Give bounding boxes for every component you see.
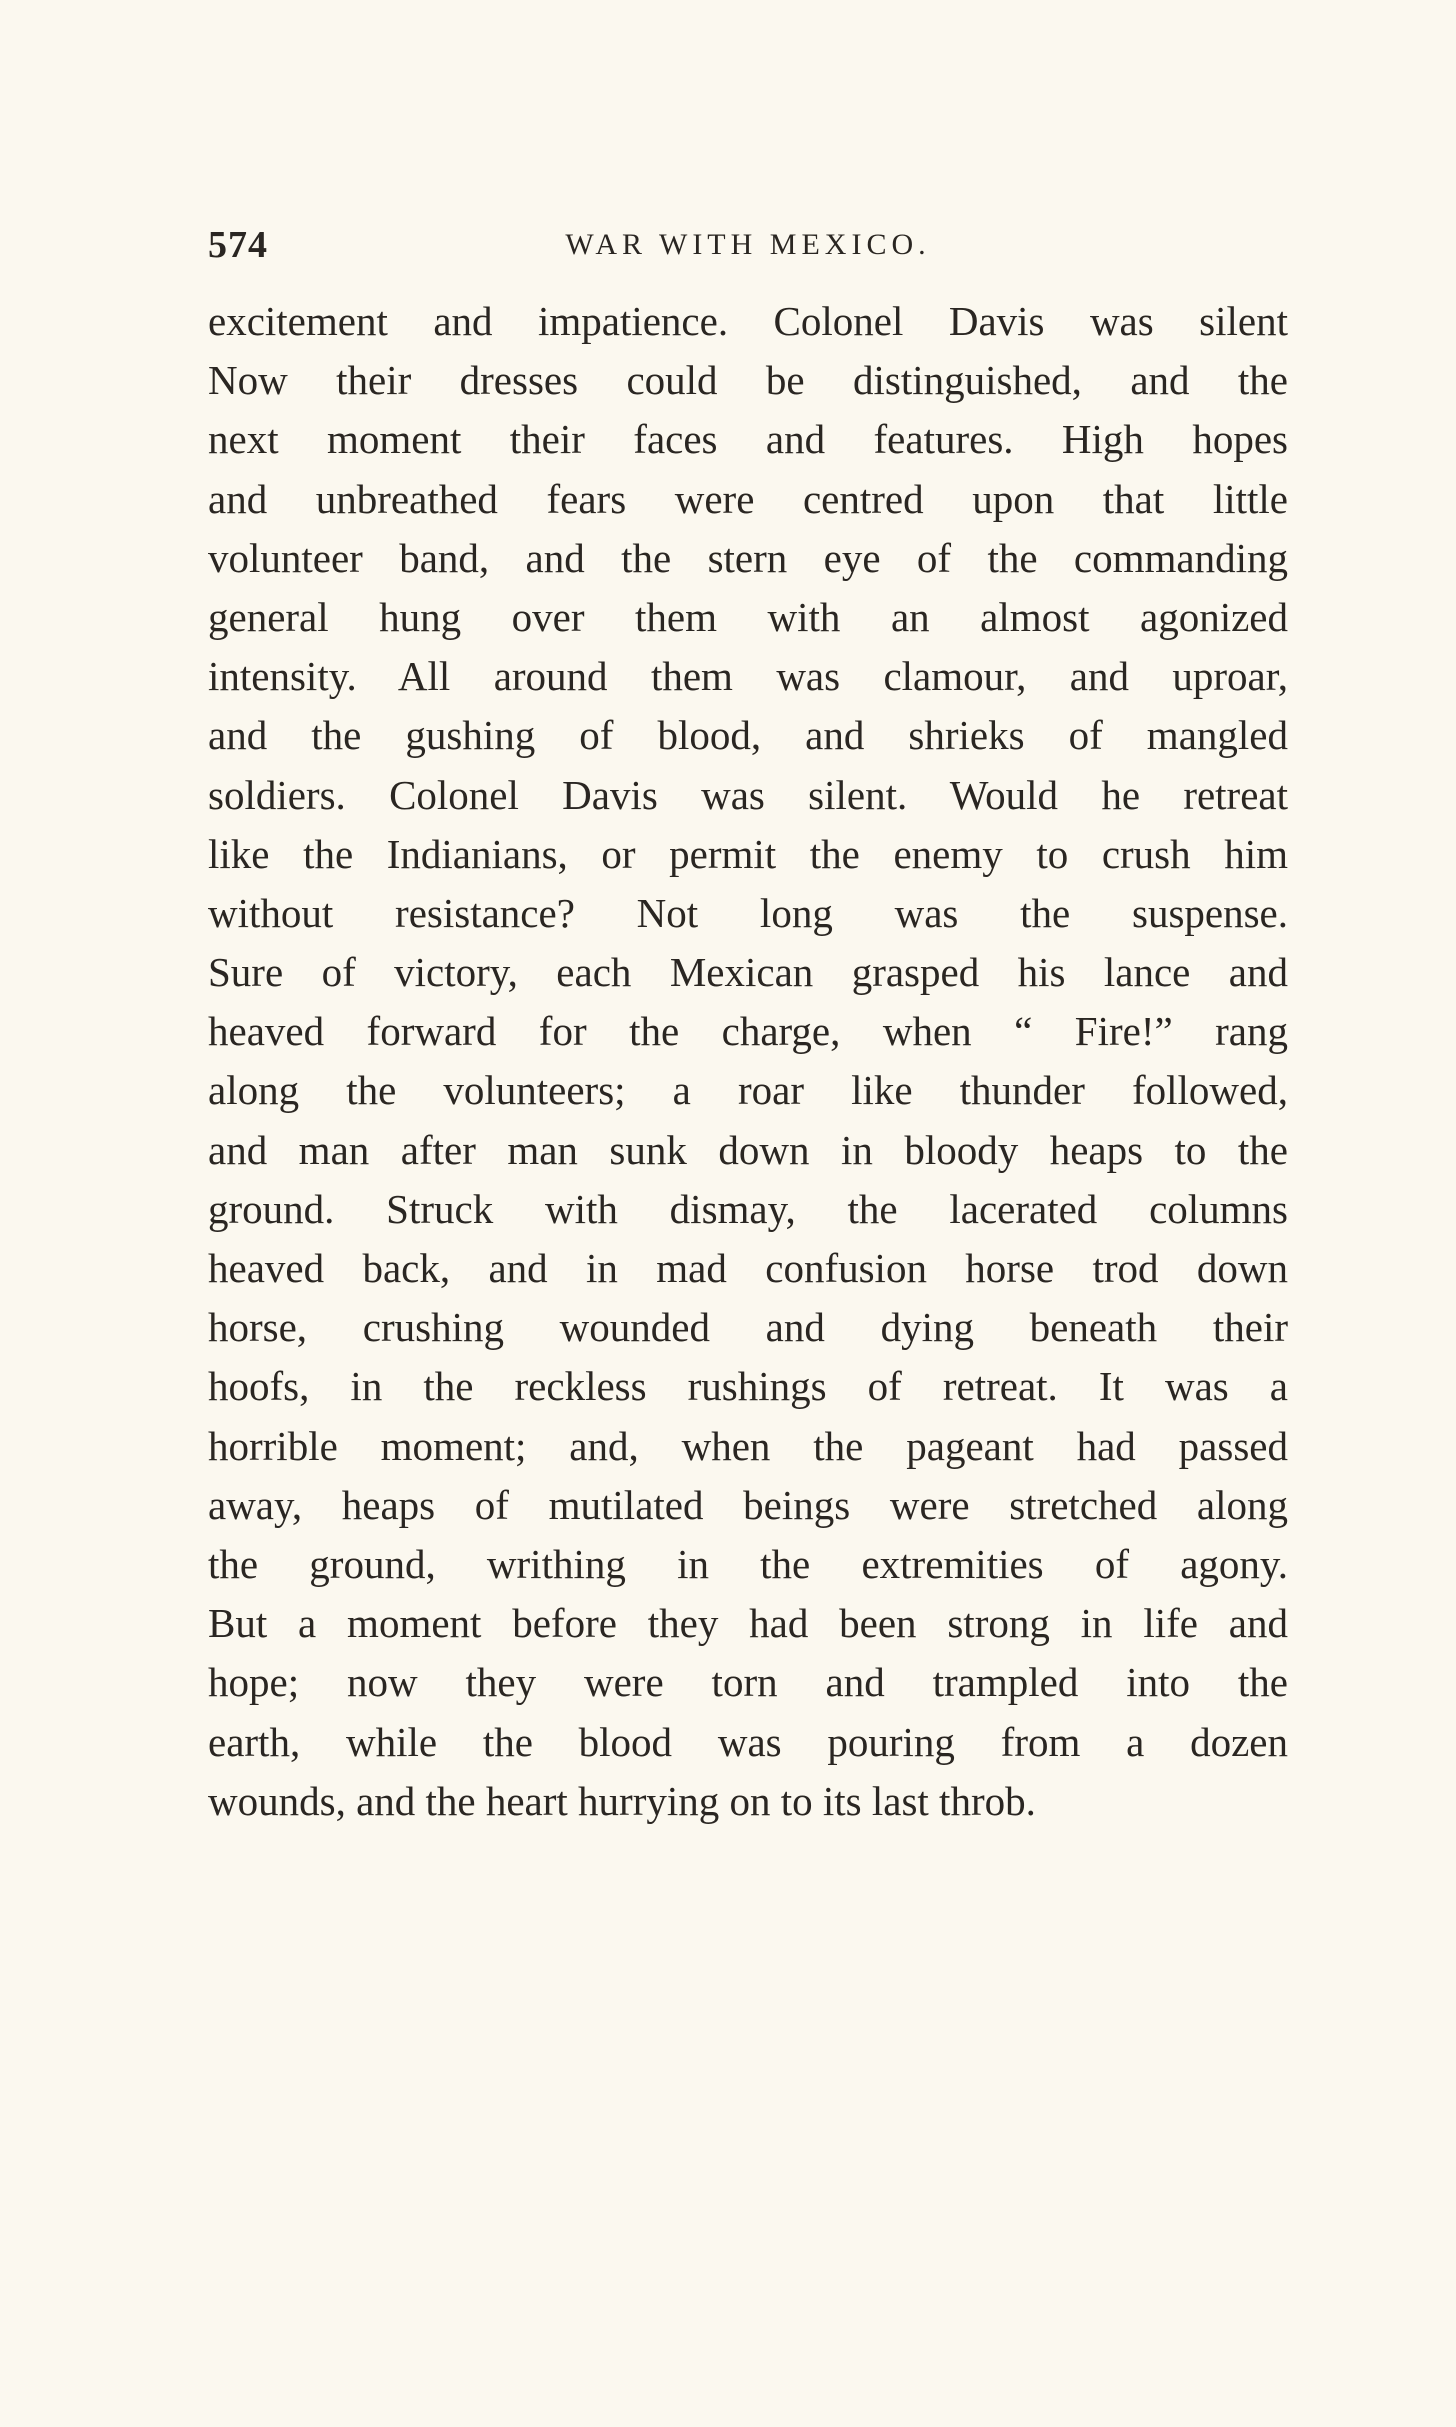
text-line: and unbreathed fears were centred upon that little [208, 475, 1288, 522]
text-line: excitement and impatience. Colonel Davis was silent [208, 298, 1288, 344]
text-line: general hung over them with an almost agonized [208, 593, 1288, 640]
text-line: volunteer band, and the stern eye of the commanding [208, 534, 1288, 581]
text-line: But a moment before they had been strong in life and [208, 1600, 1288, 1647]
text-line: like the Indianians, or permit the enemy to crush him [208, 830, 1288, 877]
body-text [208, 292, 1288, 1831]
text-line: and man after man sunk down in bloody heaps to the [208, 1126, 1288, 1173]
page-header [208, 218, 1288, 272]
text-line: the ground, writhing in the extremities of agony. [208, 1540, 1288, 1587]
text-line: wounds, and the heart hurrying on to its last throb. [208, 1777, 1036, 1824]
text-line: heaved back, and in mad confusion horse trod down [208, 1245, 1288, 1291]
text-line: and the gushing of blood, and shrieks of mangled [208, 712, 1288, 759]
text-line: horse, crushing wounded and dying beneath their [208, 1304, 1288, 1351]
text-line: Now their dresses could be distinguished, and the [208, 357, 1288, 404]
text-line: hoofs, in the reckless rushings of retreat. It was a [208, 1363, 1288, 1410]
page-number: 574 [208, 224, 268, 266]
text-line: along the volunteers; a roar like thunder followed, [208, 1067, 1288, 1114]
text-line: intensity. All around them was clamour, and uproar, [208, 653, 1288, 700]
text-line: heaved forward for the charge, when “ Fire!” rang [208, 1008, 1288, 1055]
text-line: ground. Struck with dismay, the lacerated columns [208, 1185, 1288, 1232]
text-line: hope; now they were torn and trampled into the [208, 1659, 1288, 1706]
text-line: next moment their faces and features. High hopes [208, 416, 1288, 463]
running-title: WAR WITH MEXICO. [565, 228, 931, 261]
text-line: horrible moment; and, when the pageant had passed [208, 1422, 1288, 1469]
text-line: away, heaps of mutilated beings were stretched along [208, 1481, 1288, 1528]
text-line: soldiers. Colonel Davis was silent. Would he retreat [208, 771, 1288, 818]
text-line: Sure of victory, each Mexican grasped his lance and [208, 949, 1288, 996]
text-line: earth, while the blood was pouring from a dozen [208, 1718, 1288, 1765]
text-line: without resistance? Not long was the suspense. [208, 889, 1288, 936]
